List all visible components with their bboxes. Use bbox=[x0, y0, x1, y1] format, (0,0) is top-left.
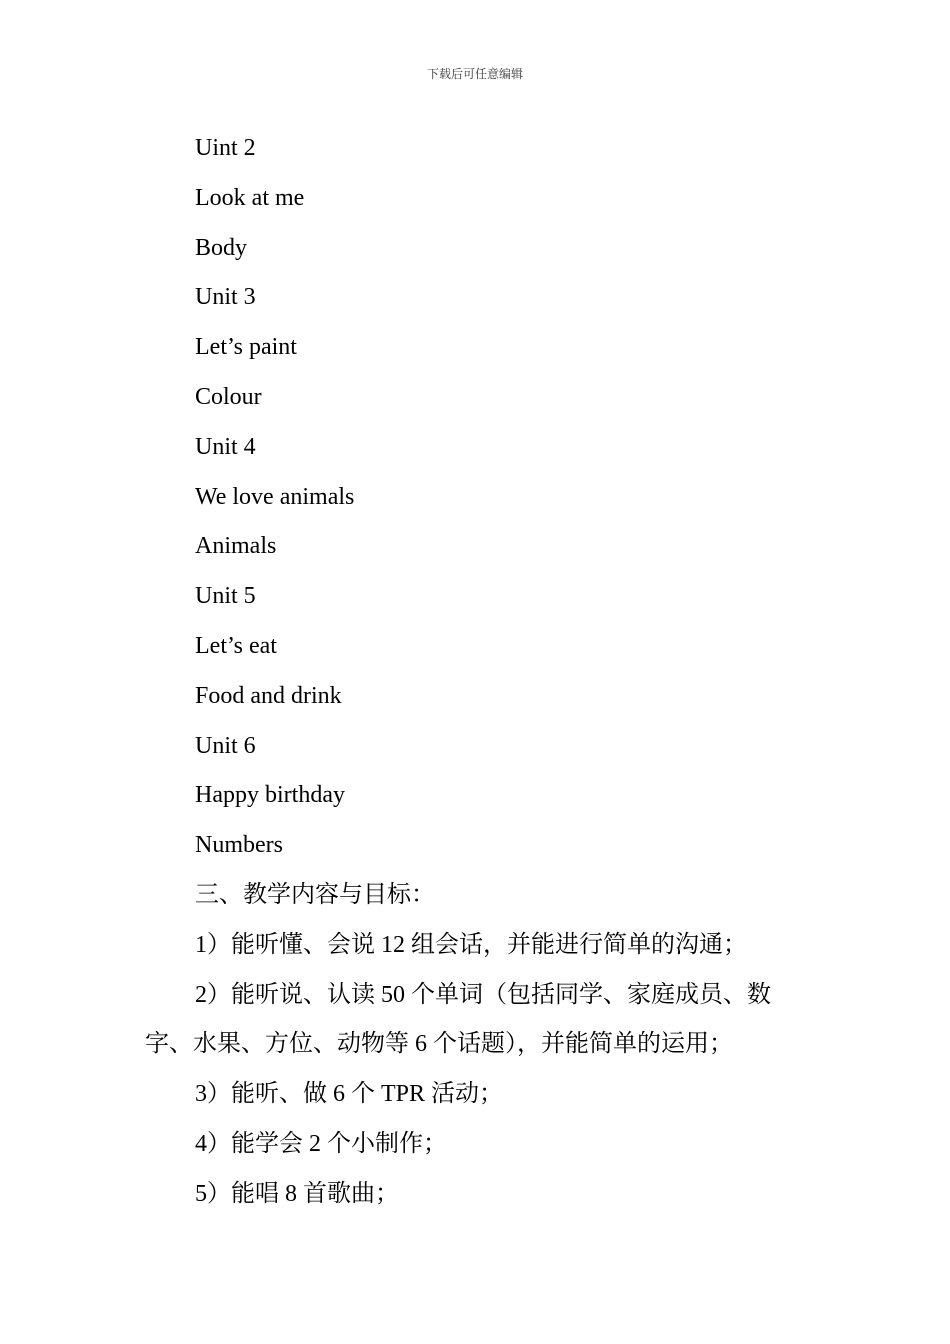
document-body bbox=[145, 124, 810, 1220]
text-line-look-at-me: Look at me bbox=[195, 184, 305, 211]
goal-item-3: 3）能听、做 6 个 TPR 活动； bbox=[195, 1081, 504, 1108]
goal-item-1: 1）能听懂、会说 12 组会话，并能进行简单的沟通； bbox=[195, 931, 747, 958]
text-line-we-love-animals: We love animals bbox=[195, 483, 355, 510]
section-heading: 三、教学内容与目标： bbox=[195, 881, 435, 908]
text-line-unit-2: Uint 2 bbox=[195, 135, 256, 161]
goal-item-4: 4）能学会 2 个小制作； bbox=[195, 1130, 447, 1157]
text-line-unit-5: Unit 5 bbox=[195, 583, 256, 610]
text-line-body: Body bbox=[195, 234, 248, 261]
text-line-happy-birthday: Happy birthday bbox=[195, 782, 345, 809]
page-header: 下载后可任意编辑 bbox=[426, 67, 523, 81]
text-line-animals: Animals bbox=[195, 533, 277, 560]
goal-item-2: 2）能听说、认读 50 个单词（包括同学、家庭成员、数字、水果、方位、动物等 6 个话题），并能简单的运用； bbox=[145, 981, 771, 1058]
text-line-unit-4: Unit 4 bbox=[195, 433, 256, 460]
goal-item-5: 5）能唱 8 首歌曲； bbox=[195, 1180, 399, 1207]
text-line-food-and-drink: Food and drink bbox=[195, 682, 342, 709]
text-line-lets-eat: Let’s eat bbox=[195, 632, 277, 659]
text-line-numbers: Numbers bbox=[195, 832, 283, 859]
text-line-colour: Colour bbox=[195, 383, 262, 410]
text-line-unit-3: Unit 3 bbox=[195, 284, 256, 311]
text-line-unit-6: Unit 6 bbox=[195, 732, 256, 759]
text-line-lets-paint: Let’s paint bbox=[195, 334, 297, 361]
